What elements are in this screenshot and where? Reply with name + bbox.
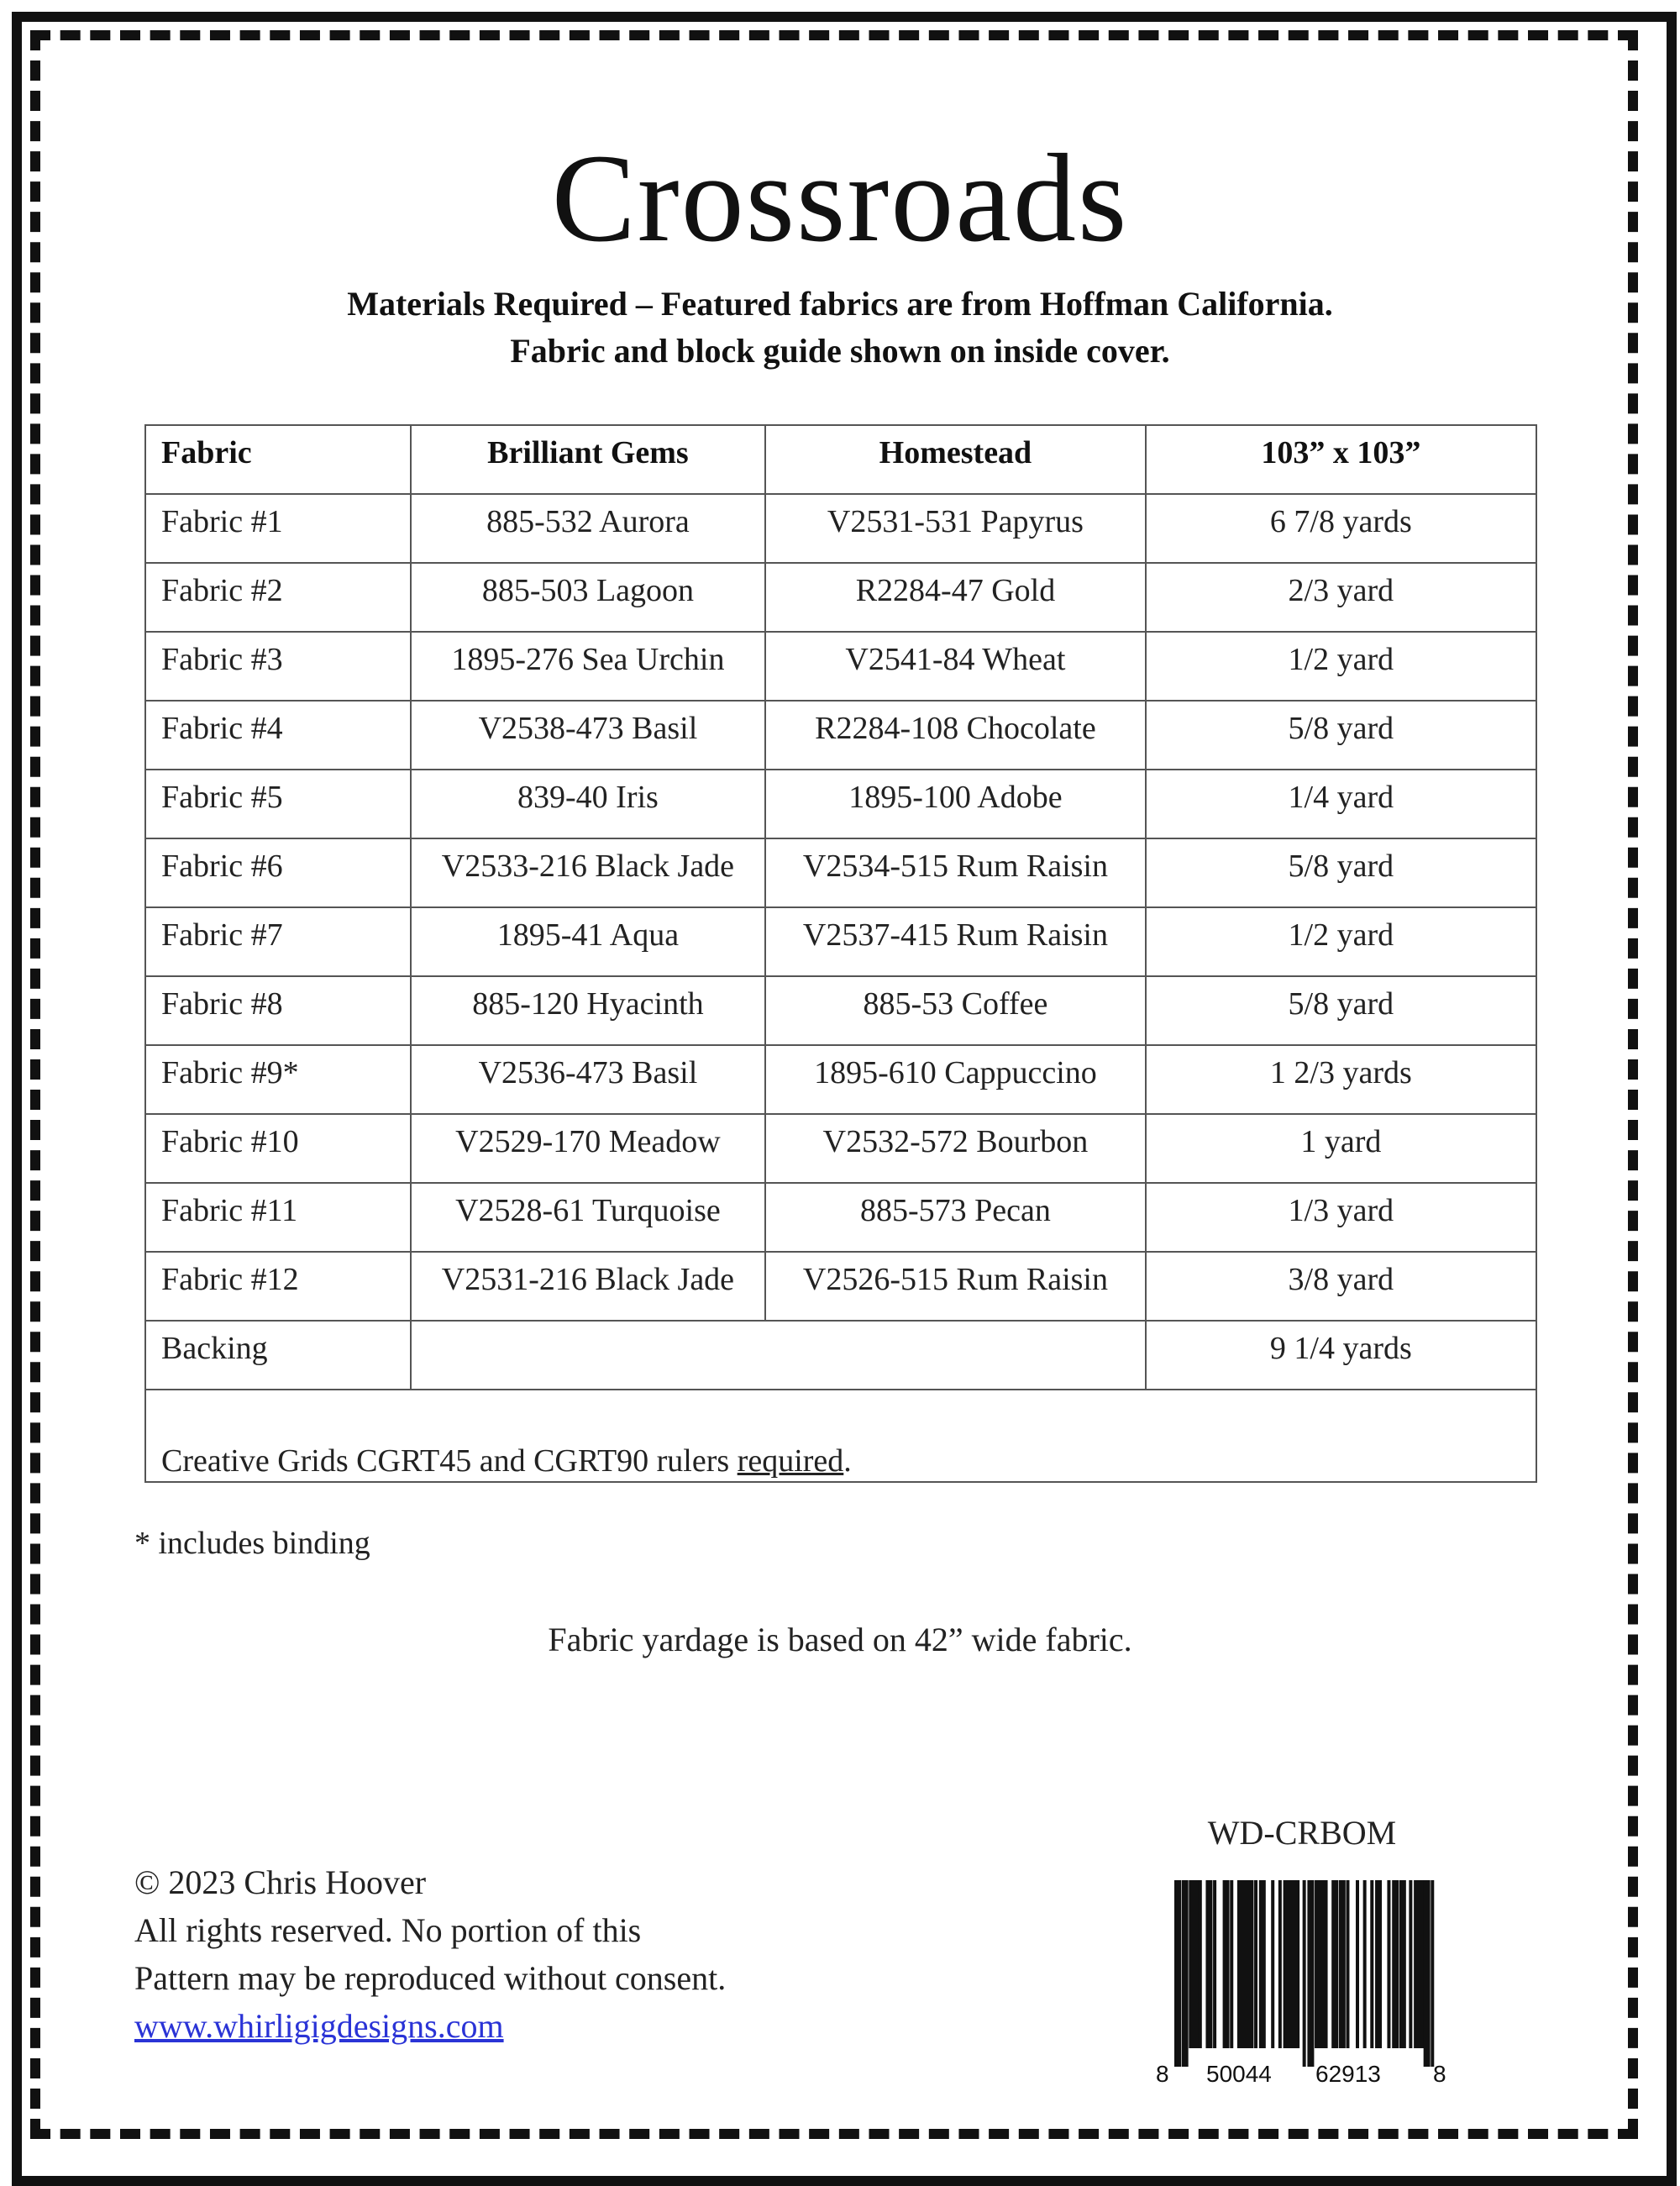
materials-heading-line2: Fabric and block guide shown on inside cover. (510, 332, 1170, 370)
fabric-label: Fabric #11 (145, 1183, 411, 1252)
brilliant-gems-cell: 885-532 Aurora (411, 494, 766, 563)
header-fabric: Fabric (145, 425, 411, 494)
barcode-bar (1199, 1880, 1202, 2048)
table-row (145, 632, 1536, 701)
yardage-cell: 1 2/3 yards (1146, 1045, 1536, 1114)
homestead-cell: V2532-572 Bourbon (765, 1114, 1146, 1183)
fabric-label: Fabric #4 (145, 701, 411, 770)
brilliant-gems-cell: V2529-170 Meadow (411, 1114, 766, 1183)
brilliant-gems-cell: V2528-61 Turquoise (411, 1183, 766, 1252)
barcode-bar (1213, 1880, 1216, 2048)
table-row (145, 770, 1536, 838)
barcode-bar (1182, 1880, 1189, 2067)
fabric-label: Fabric #12 (145, 1252, 411, 1321)
fabric-label: Fabric #6 (145, 838, 411, 907)
yardage-cell: 6 7/8 yards (1146, 494, 1536, 563)
barcode-bar (1392, 1880, 1399, 2048)
barcode-check-digit: 8 (1433, 2061, 1446, 2087)
yardage-cell: 1 yard (1146, 1114, 1536, 1183)
homestead-cell: 885-53 Coffee (765, 976, 1146, 1045)
brilliant-gems-cell: V2533-216 Black Jade (411, 838, 766, 907)
materials-heading (0, 281, 1680, 375)
yardage-cell: 5/8 yard (1146, 838, 1536, 907)
table-row (145, 976, 1536, 1045)
table-row (145, 1114, 1536, 1183)
brilliant-gems-cell: V2536-473 Basil (411, 1045, 766, 1114)
yardage-note: Fabric yardage is based on 42” wide fabric. (548, 1621, 1132, 1658)
brilliant-gems-cell: 1895-276 Sea Urchin (411, 632, 766, 701)
fabric-label: Fabric #9* (145, 1045, 411, 1114)
brilliant-gems-cell: V2538-473 Basil (411, 701, 766, 770)
yardage-cell: 3/8 yard (1146, 1252, 1536, 1321)
barcode-bar (1363, 1880, 1367, 2048)
yardage-cell: 1/3 yard (1146, 1183, 1536, 1252)
barcode-bar (1315, 1880, 1325, 2048)
fabric-table (144, 424, 1537, 1483)
yardage-cell: 2/3 yard (1146, 563, 1536, 632)
table-row (145, 907, 1536, 976)
table-header-row (145, 425, 1536, 494)
brilliant-gems-cell: 1895-41 Aqua (411, 907, 766, 976)
table-row (145, 494, 1536, 563)
barcode-bar (1174, 1880, 1181, 2067)
barcode-bar (1230, 1880, 1233, 2048)
table-row (145, 1183, 1536, 1252)
homestead-cell: V2526-515 Rum Raisin (765, 1252, 1146, 1321)
table-row (145, 701, 1536, 770)
homestead-cell: V2537-415 Rum Raisin (765, 907, 1146, 976)
fabric-label: Fabric #1 (145, 494, 411, 563)
homestead-cell: V2534-515 Rum Raisin (765, 838, 1146, 907)
copyright-line: © 2023 Chris Hoover (134, 1863, 427, 1901)
homestead-cell: R2284-108 Chocolate (765, 701, 1146, 770)
table-row (145, 1252, 1536, 1321)
homestead-cell: V2531-531 Papyrus (765, 494, 1146, 563)
copyright-block (134, 1858, 726, 2050)
backing-label: Backing (145, 1321, 411, 1390)
yardage-cell: 1/2 yard (1146, 632, 1536, 701)
table-row (145, 1045, 1536, 1114)
barcode-bar (1223, 1880, 1230, 2048)
barcode-icon (1151, 1880, 1453, 2090)
barcode-bar (1375, 1880, 1382, 2048)
fabric-label: Fabric #10 (145, 1114, 411, 1183)
rulers-note-required: required (737, 1443, 844, 1479)
barcode-bar (1247, 1880, 1253, 2048)
barcode-bar (1278, 1880, 1282, 2048)
yardage-cell: 5/8 yard (1146, 976, 1536, 1045)
yardage-cell: 1/4 yard (1146, 770, 1536, 838)
barcode-bar (1414, 1880, 1424, 2048)
brilliant-gems-cell: 885-120 Hyacinth (411, 976, 766, 1045)
barcode-bar (1271, 1880, 1274, 2048)
yardage-cell: 1/2 yard (1146, 907, 1536, 976)
rulers-note (145, 1390, 1536, 1482)
barcode-first-digit: 8 (1156, 2061, 1169, 2087)
homestead-cell: 885-573 Pecan (765, 1183, 1146, 1252)
barcode-bar (1387, 1880, 1390, 2048)
barcode-bar (1409, 1880, 1412, 2048)
binding-footnote: * includes binding (134, 1526, 370, 1561)
barcode-bar (1237, 1880, 1247, 2048)
header-homestead: Homestead (765, 425, 1146, 494)
backing-empty-cell (411, 1321, 1146, 1390)
homestead-cell: 1895-100 Adobe (765, 770, 1146, 838)
barcode-right-group: 62913 (1315, 2061, 1381, 2087)
barcode-bars (1174, 1880, 1434, 2067)
barcode-bar (1331, 1880, 1338, 2048)
barcode-left-group: 50044 (1206, 2061, 1272, 2087)
brilliant-gems-cell: 839-40 Iris (411, 770, 766, 838)
fabric-label: Fabric #8 (145, 976, 411, 1045)
barcode-bar (1259, 1880, 1266, 2048)
table-row (145, 563, 1536, 632)
brilliant-gems-cell: 885-503 Lagoon (411, 563, 766, 632)
barcode-bar (1189, 1880, 1199, 2048)
materials-heading-line1: Materials Required – Featured fabrics are from Hoffman California. (347, 285, 1333, 323)
barcode-bar (1205, 1880, 1212, 2048)
header-brilliant-gems: Brilliant Gems (411, 425, 766, 494)
backing-row (145, 1321, 1536, 1390)
consent-line: Pattern may be reproduced without consent. (134, 1959, 727, 1997)
rulers-note-text: Creative Grids CGRT45 and CGRT90 rulers (161, 1443, 738, 1479)
homestead-cell: R2284-47 Gold (765, 563, 1146, 632)
barcode-bar (1293, 1880, 1299, 2048)
fabric-label: Fabric #2 (145, 563, 411, 632)
barcode-bar (1325, 1880, 1328, 2048)
rulers-note-row (145, 1390, 1536, 1482)
header-size: 103” x 103” (1146, 425, 1536, 494)
barcode-bar (1424, 1880, 1431, 2067)
barcode-bar (1346, 1880, 1349, 2048)
backing-yardage-cell: 9 1/4 yards (1146, 1321, 1536, 1390)
fabric-label: Fabric #5 (145, 770, 411, 838)
barcode-bar (1307, 1880, 1314, 2067)
barcode-bar (1284, 1880, 1294, 2048)
website-link[interactable]: www.whirligigdesigns.com (134, 2007, 504, 2045)
product-sku: WD-CRBOM (1207, 1814, 1397, 1852)
barcode-bar (1431, 1880, 1434, 2067)
yardage-cell: 5/8 yard (1146, 701, 1536, 770)
brilliant-gems-cell: V2531-216 Black Jade (411, 1252, 766, 1321)
page-title: Crossroads (551, 129, 1129, 268)
barcode-bar (1356, 1880, 1359, 2048)
barcode-bar (1370, 1880, 1373, 2048)
rulers-note-period: . (843, 1443, 852, 1479)
table-row (145, 838, 1536, 907)
barcode-bar (1254, 1880, 1257, 2048)
barcode-bar (1303, 1880, 1306, 2067)
homestead-cell: 1895-610 Cappuccino (765, 1045, 1146, 1114)
homestead-cell: V2541-84 Wheat (765, 632, 1146, 701)
barcode-bar (1339, 1880, 1346, 2048)
fabric-label: Fabric #3 (145, 632, 411, 701)
rights-line: All rights reserved. No portion of this (134, 1911, 642, 1949)
barcode-bar (1399, 1880, 1406, 2048)
fabric-label: Fabric #7 (145, 907, 411, 976)
